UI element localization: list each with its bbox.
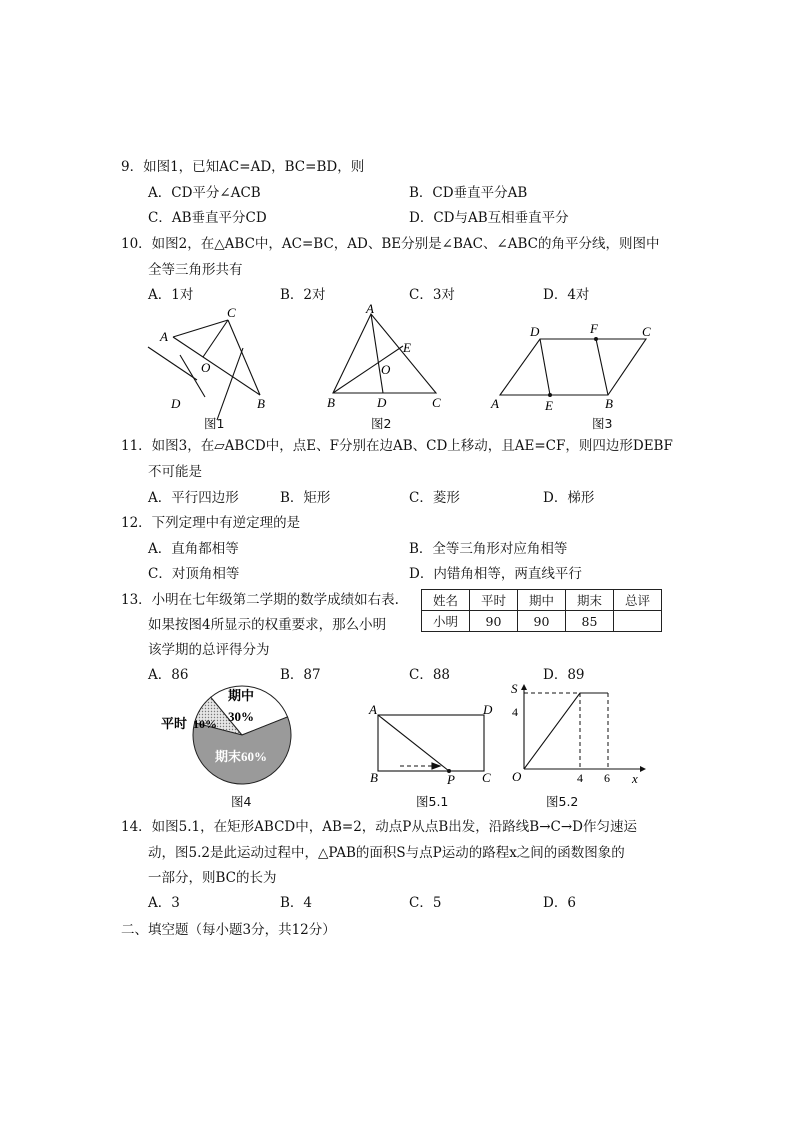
table-header-name: 姓名 bbox=[422, 590, 470, 611]
q10-option-c: C．3对 bbox=[409, 287, 455, 303]
fig52-xlabel: x bbox=[632, 771, 638, 786]
q12-option-c: C．对顶角相等 bbox=[148, 566, 240, 582]
q9-option-b: B．CD垂直平分AB bbox=[409, 185, 528, 201]
q13-option-a: A．86 bbox=[148, 667, 189, 683]
fig51-caption: 图5.1 bbox=[416, 794, 449, 809]
fig52-xtick-6: 6 bbox=[604, 771, 610, 785]
y-axis-arrow bbox=[521, 684, 527, 690]
q10-stem-line1: 10．如图2，在△ABC中，AC=BC，AD、BE分别是∠BAC、∠ABC的角平分线，则图中 bbox=[121, 236, 660, 252]
fig2-label-o: O bbox=[381, 362, 391, 377]
pie-outside-label: 平时 bbox=[161, 716, 188, 731]
pie-label-pingshi: 10% bbox=[193, 717, 217, 731]
x-axis-arrow bbox=[640, 766, 646, 772]
q12-option-b: B．全等三角形对应角相等 bbox=[409, 541, 568, 557]
fig2-caption: 图2 bbox=[371, 416, 392, 431]
table-cell-daily: 90 bbox=[470, 611, 518, 632]
q14-option-d: D．6 bbox=[543, 895, 576, 911]
q9-option-d: D．CD与AB互相垂直平分 bbox=[409, 210, 569, 226]
fig1-label-d: D bbox=[171, 396, 181, 411]
fig2-label-d: D bbox=[377, 395, 387, 410]
q12-stem: 12．下列定理中有逆定理的是 bbox=[121, 515, 301, 531]
fig52-function-line bbox=[524, 693, 608, 769]
fig3-label-d: D bbox=[530, 324, 540, 339]
q11-option-a: A．平行四边形 bbox=[148, 490, 239, 506]
table-cell-midterm: 90 bbox=[518, 611, 566, 632]
q11-option-c: C．菱形 bbox=[409, 490, 460, 506]
figure-2 bbox=[333, 314, 436, 393]
score-table-row bbox=[422, 611, 662, 632]
table-cell-total bbox=[614, 611, 662, 632]
fig1-label-c: C bbox=[227, 305, 236, 320]
q10-option-d: D．4对 bbox=[543, 287, 590, 303]
q11-option-d: D．梯形 bbox=[543, 490, 595, 506]
fig2-label-b: B bbox=[327, 395, 335, 410]
q14-option-a: A．3 bbox=[148, 895, 180, 911]
score-table-header-row bbox=[422, 590, 662, 611]
fig52-origin: O bbox=[512, 769, 522, 784]
fig1-label-a: A bbox=[160, 329, 168, 344]
q9-option-c: C．AB垂直平分CD bbox=[148, 210, 267, 226]
q14-stem-line2: 动，图5.2是此运动过程中，△PAB的面积S与点P运动的路程x之间的函数图象的 bbox=[148, 845, 625, 861]
section-2-title: 二、填空题（每小题3分，共12分） bbox=[121, 922, 336, 938]
q13-option-b: B．87 bbox=[280, 667, 321, 683]
table-header-final: 期末 bbox=[566, 590, 614, 611]
q13-stem-line2: 如果按图4所显示的权重要求，那么小明 bbox=[148, 617, 387, 633]
fig4-caption: 图4 bbox=[231, 794, 252, 809]
fig3-label-c: C bbox=[642, 324, 651, 339]
fig3-label-e: E bbox=[545, 398, 553, 413]
pie-label-qizhong: 30% bbox=[228, 709, 254, 724]
q14-option-c: C．5 bbox=[409, 895, 442, 911]
q11-option-b: B．矩形 bbox=[280, 490, 331, 506]
q13-stem-line1: 13．小明在七年级第二学期的数学成绩如右表. bbox=[121, 592, 399, 608]
fig51-label-a: A bbox=[369, 702, 377, 717]
q13-option-d: D．89 bbox=[543, 667, 585, 683]
pie-label-qizhong-name: 期中 bbox=[228, 688, 255, 703]
fig52-caption: 图5.2 bbox=[546, 794, 579, 809]
table-header-daily: 平时 bbox=[470, 590, 518, 611]
fig3-label-a: A bbox=[491, 396, 499, 411]
q11-stem-line1: 11．如图3，在▱ABCD中，点E、F分别在边AB、CD上移动，且AE=CF，则四边形DEBF bbox=[121, 438, 673, 454]
q10-option-a: A．1对 bbox=[148, 287, 194, 303]
fig51-label-b: B bbox=[370, 770, 378, 785]
fig1-label-b: B bbox=[257, 396, 265, 411]
figures-row-1 bbox=[0, 300, 794, 432]
q14-option-b: B．4 bbox=[280, 895, 313, 911]
fig52-xtick-4: 4 bbox=[577, 771, 583, 785]
q10-option-b: B．2对 bbox=[280, 287, 326, 303]
pie-label-qimo: 期末60% bbox=[215, 749, 268, 764]
q14-stem-line3: 一部分，则BC的长为 bbox=[148, 870, 277, 886]
fig2-label-e: E bbox=[403, 340, 411, 355]
fig2-label-a: A bbox=[366, 301, 374, 316]
q10-stem-line2: 全等三角形共有 bbox=[148, 262, 243, 278]
q9-option-a: A．CD平分∠ACB bbox=[148, 185, 261, 201]
table-cell-final: 85 bbox=[566, 611, 614, 632]
fig51-label-c: C bbox=[482, 770, 491, 785]
figure-5-2-axes bbox=[524, 690, 640, 769]
fig3-label-f: F bbox=[590, 321, 598, 336]
table-header-midterm: 期中 bbox=[518, 590, 566, 611]
fig52-ytick-4: 4 bbox=[512, 705, 518, 719]
fig51-label-p: P bbox=[447, 772, 455, 787]
q12-option-d: D．内错角相等，两直线平行 bbox=[409, 566, 582, 582]
figure-3 bbox=[500, 339, 646, 395]
fig1-label-o: O bbox=[201, 360, 211, 375]
q12-option-a: A．直角都相等 bbox=[148, 541, 239, 557]
table-header-total: 总评 bbox=[614, 590, 662, 611]
fig52-ylabel: S bbox=[511, 681, 518, 696]
q11-stem-line2: 不可能是 bbox=[148, 464, 202, 480]
fig1-caption: 图1 bbox=[204, 416, 225, 431]
q13-stem-line3: 该学期的总评得分为 bbox=[148, 642, 270, 658]
score-table bbox=[421, 589, 662, 632]
table-cell-name: 小明 bbox=[422, 611, 470, 632]
figures-row-2 bbox=[0, 680, 794, 792]
fig51-label-d: D bbox=[483, 702, 493, 717]
q9-stem: 9．如图1，已知AC=AD，BC=BD，则 bbox=[121, 159, 365, 175]
figure-5-1 bbox=[378, 715, 484, 771]
fig3-label-b: B bbox=[605, 396, 613, 411]
q14-stem-line1: 14．如图5.1，在矩形ABCD中，AB=2，动点P从点B出发，沿路线B→C→D作匀速运 bbox=[121, 819, 637, 835]
q13-option-c: C．88 bbox=[409, 667, 451, 683]
fig3-caption: 图3 bbox=[592, 416, 613, 431]
fig2-label-c: C bbox=[432, 395, 441, 410]
